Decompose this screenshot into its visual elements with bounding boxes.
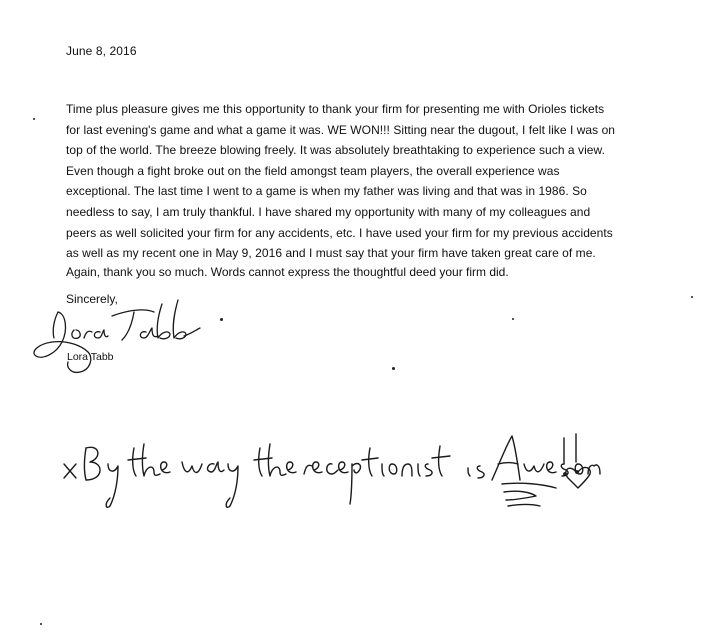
body-line: needless to say, I am truly thankful. I have shared my opportunity with many of my colleagues and — [66, 204, 591, 219]
scan-speck — [220, 318, 223, 321]
scan-speck — [691, 296, 693, 298]
handwritten-signature — [28, 290, 218, 380]
sign-off: Sincerely, — [66, 292, 118, 306]
typed-name: Lora Tabb — [67, 351, 114, 363]
scan-speck — [33, 118, 35, 120]
letter-date: June 8, 2016 — [66, 44, 137, 58]
body-line: Time plus pleasure gives me this opportunity to thank your firm for presenting me with Orioles tickets — [66, 102, 605, 116]
body-line: Even though a fight broke out on the field amongst team players, the overall experience was — [66, 163, 560, 178]
body-line: as well as my recent one in May 9, 2016 and I must say that your firm have taken great care of me. — [66, 246, 596, 261]
body-line: top of the world. The breeze blowing freely. It was absolutely breathtaking to experience such a view. — [66, 143, 605, 158]
letter-body — [66, 99, 666, 264]
scan-speck — [40, 623, 42, 625]
scan-speck — [392, 367, 395, 370]
scan-speck — [512, 318, 514, 320]
handwritten-postscript — [56, 418, 616, 523]
body-line: exceptional. The last time I went to a game is when my father was living and that was in 1986. So — [66, 184, 587, 199]
body-line: peers as well solicited your firm for any accidents, etc. I have used your firm for my previous accidents — [66, 225, 613, 240]
body-line: for last evening's game and what a game it was. WE WON!!! Sitting near the dugout, I felt like I was on — [66, 122, 616, 137]
closing-paragraph: Again, thank you so much. Words cannot express the thoughtful deed your firm did. — [66, 265, 509, 279]
